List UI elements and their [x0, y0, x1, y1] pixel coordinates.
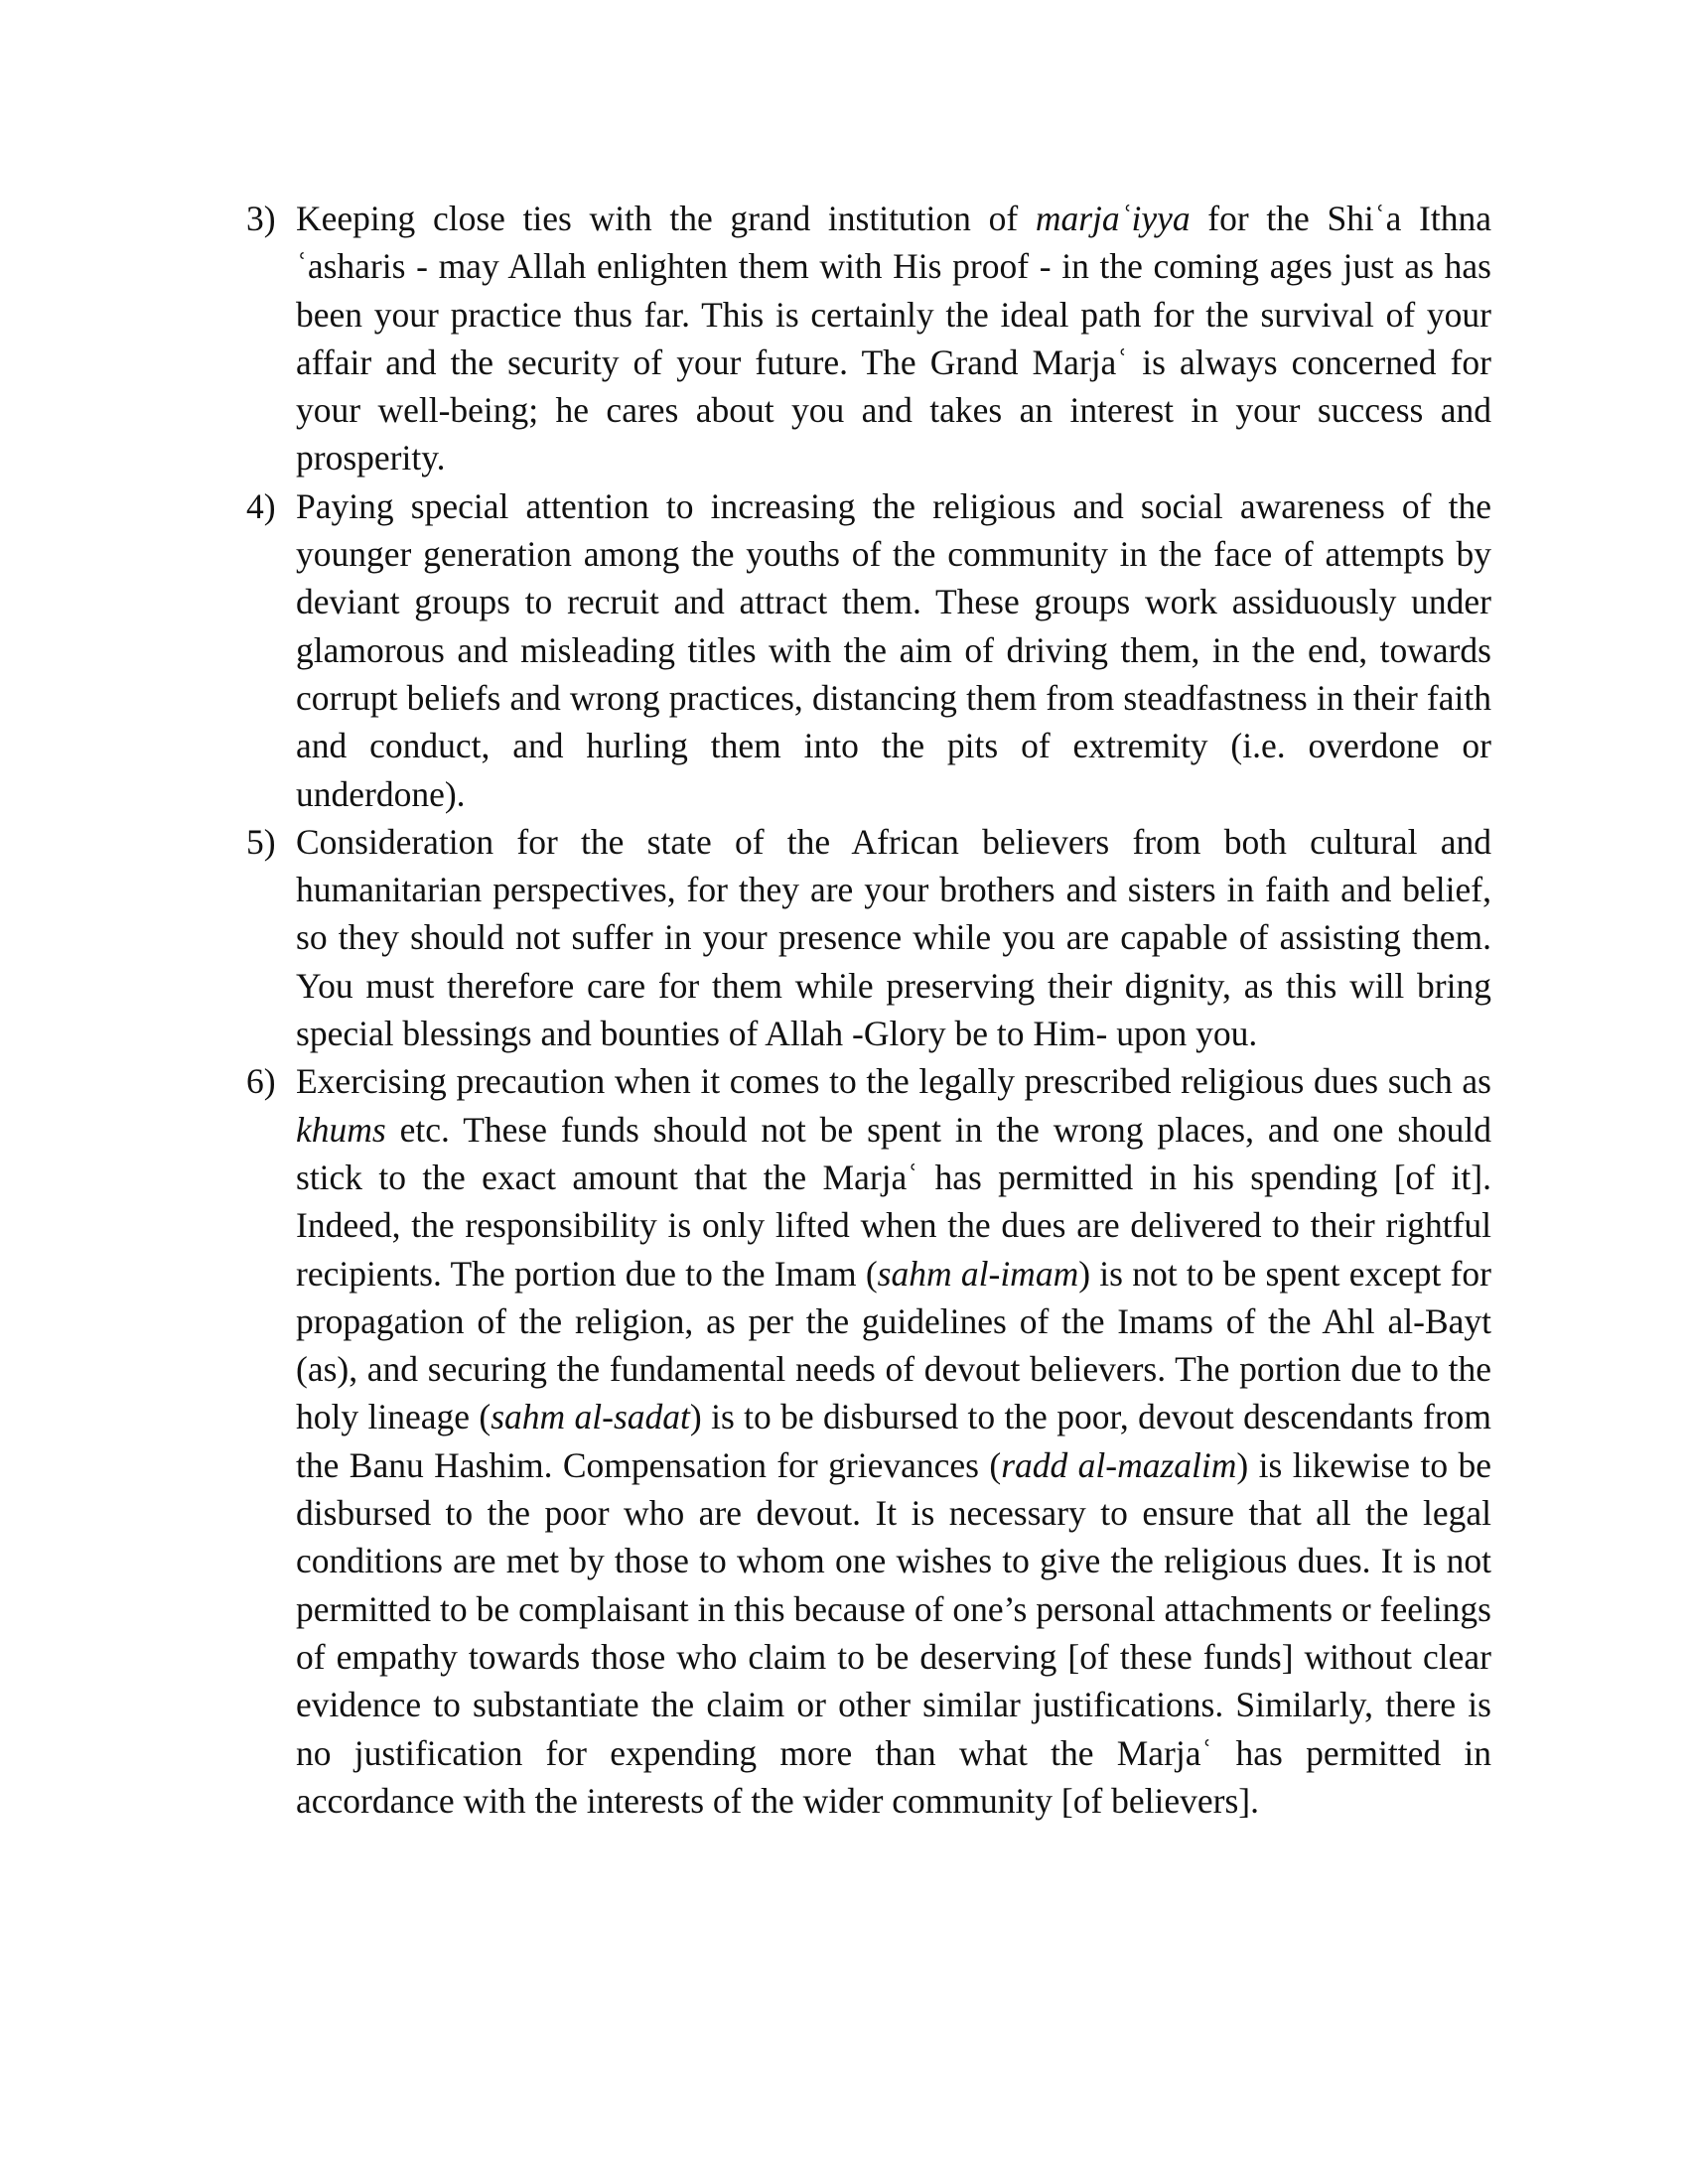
- item-number: 3): [246, 199, 276, 238]
- item-number: 5): [246, 821, 276, 862]
- item-text: Consideration for the state of the African believers from both cultural and humanitarian perspectives, for they are your brothers and sisters in faith and belief, so they should not suffer in your presence while you are capable of assisting them. You must therefore care for them while preserving their dignity, as this will bring special blessings and bounties of Allah -Glory be to Him- upon you.: [296, 821, 1491, 1054]
- document-page: [246, 195, 1491, 1825]
- list-item-4: [246, 482, 1491, 818]
- italic-term: sahm al-imam: [877, 1253, 1079, 1294]
- item-number: 6): [246, 1061, 276, 1102]
- italic-term: radd al-mazalim: [1001, 1444, 1237, 1485]
- item-text: Keeping close ties with the grand institution of marjaʿiyya for the Shiʿa Ithna ʿasharis - may Allah enlighten them with His proof - in the coming ages just as has been your practice thus far. This is certainly the ideal path for the survival of your affair and the security of your future. The Grand Marjaʿ is always concerned for your well-being; he cares about you and takes an interest in your success and prosperity.: [296, 199, 1491, 478]
- item-text: Paying special attention to increasing the religious and social awareness of the younger generation among the youths of the community in the face of attempts by deviant groups to recruit and attract them. These groups work assiduously under glamorous and misleading titles with the aim of driving them, in the end, towards corrupt beliefs and wrong practices, distancing them from steadfastness in their faith and conduct, and hurling them into the pits of extremity (i.e. overdone or underdone).: [296, 485, 1491, 814]
- italic-term: marjaʿiyya: [1035, 199, 1191, 238]
- italic-term: sahm al-sadat: [491, 1397, 690, 1437]
- item-text: Exercising precaution when it comes to the legally prescribed religious dues such as khums etc. These funds should not be spent in the wrong places, and one should stick to the exact amount that the Marjaʿ has permitted in his spending [of it]. Indeed, the responsibility is only lifted when the dues are delivered to their rightful recipients. The portion due to the Imam (sahm al-imam) is not to be spent except for propagation of the religion, as per the guidelines of the Imams of the Ahl al-Bayt (as), and securing the fundamental needs of devout believers. The portion due to the holy lineage (sahm al-sadat) is to be disbursed to the poor, devout descendants from the Banu Hashim. Compensation for grievances (radd al-mazalim) is likewise to be disbursed to the poor who are devout. It is necessary to ensure that all the legal conditions are met by those to whom one wishes to give the religious dues. It is not permitted to be complaisant in this because of one’s personal attachments or feelings of empathy towards those who claim to be deserving [of these funds] without clear evidence to substantiate the claim or other similar justifications. Similarly, there is no justification for expending more than what the Marjaʿ has permitted in accordance with the interests of the wider community [of believers].: [296, 1061, 1491, 1821]
- list-item-6: [246, 1057, 1491, 1825]
- italic-term: khums: [296, 1109, 386, 1150]
- list-item-5: [246, 818, 1491, 1057]
- list-item-3: [246, 195, 1491, 482]
- item-number: 4): [246, 485, 276, 526]
